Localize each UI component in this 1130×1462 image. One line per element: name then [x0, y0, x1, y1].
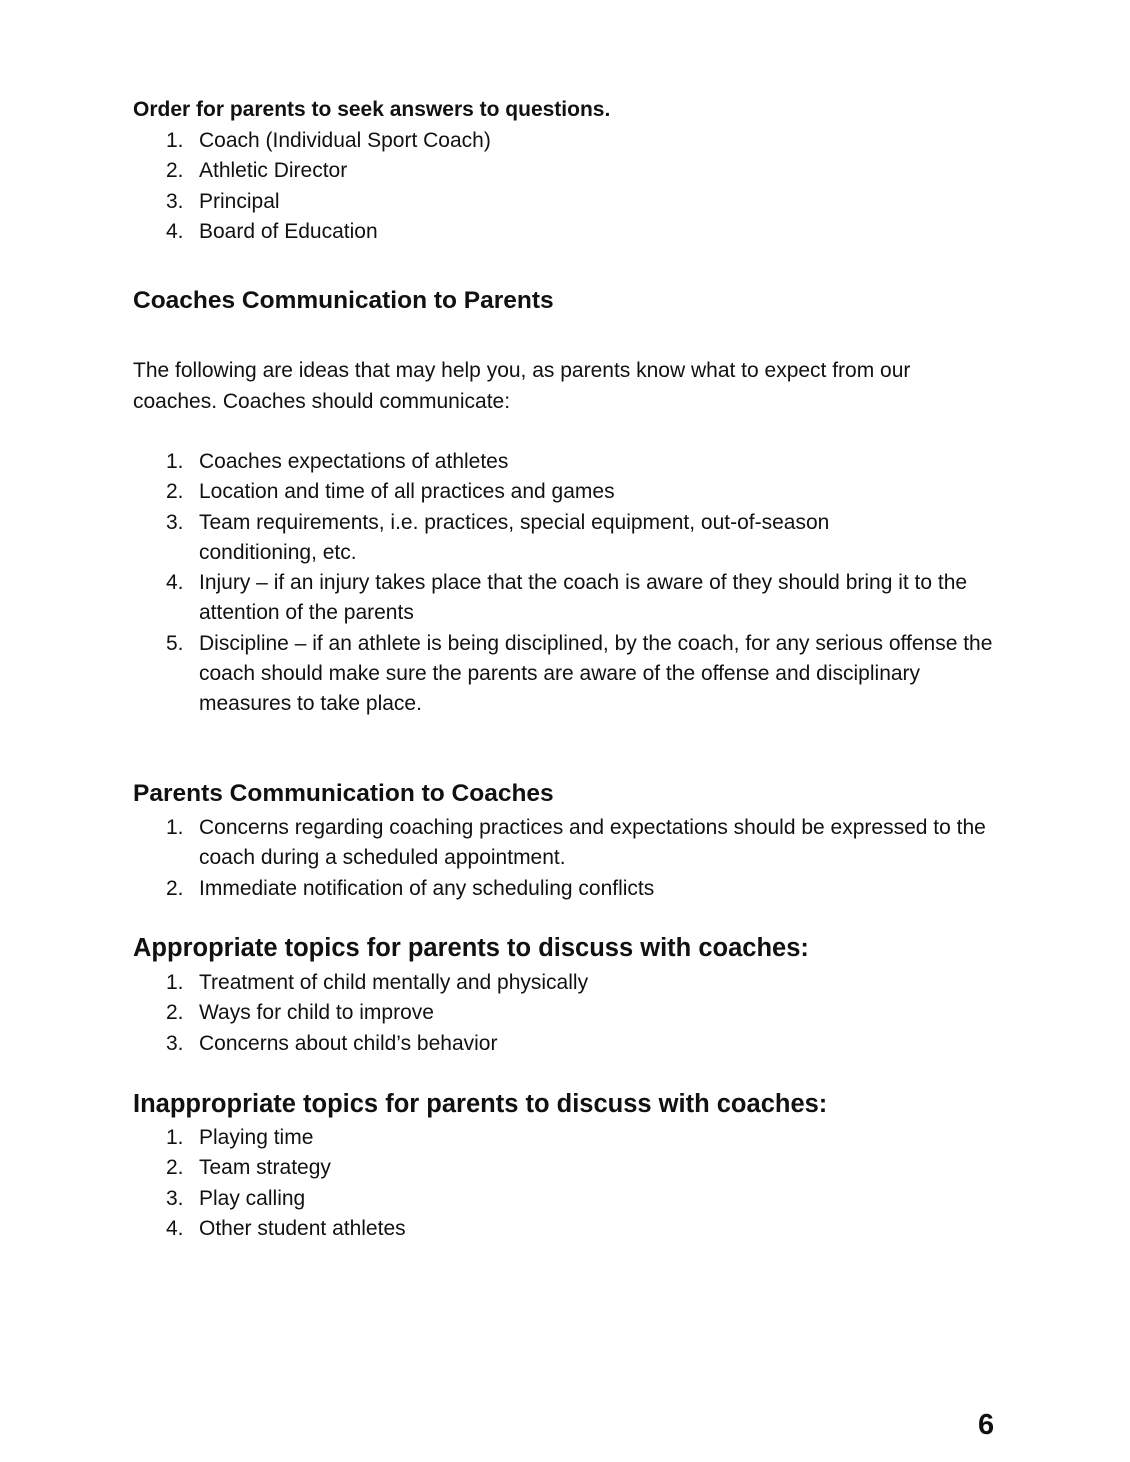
inappropriate-topics-heading: Inappropriate topics for parents to discuss with coaches:	[133, 1090, 828, 1118]
list-item: 2. Ways for child to improve	[166, 1001, 434, 1025]
order-list	[133, 126, 1013, 247]
coaches-to-parents-heading: Coaches Communication to Parents	[133, 287, 554, 314]
inappropriate-topics-list	[133, 1123, 1013, 1244]
coaches-to-parents-intro: The following are ideas that may help you, as parents know what to expect from our coaches. Coaches should communicate:	[133, 359, 911, 413]
parents-to-coaches-list	[133, 813, 1013, 904]
page-number: 6	[978, 1409, 995, 1441]
list-item: 2. Immediate notification of any scheduling conflicts	[166, 876, 655, 900]
parents-to-coaches-heading: Parents Communication to Coaches	[133, 780, 554, 807]
list-item: 3. Team requirements, i.e. practices, special equipment, out-of-season conditioning, etc.	[166, 510, 830, 564]
appropriate-topics-list	[133, 968, 1013, 1059]
appropriate-topics-heading: Appropriate topics for parents to discuss with coaches:	[133, 934, 809, 962]
list-item: 4. Injury – if an injury takes place that the coach is aware of they should bring it to the attention of the parents	[166, 571, 968, 625]
list-item: 4. Board of Education	[166, 219, 378, 243]
list-item: 1. Treatment of child mentally and physically	[166, 971, 589, 994]
list-item: 4. Other student athletes	[166, 1216, 406, 1240]
list-item: 3. Principal	[166, 189, 280, 213]
list-item: 1. Coach (Individual Sport Coach)	[166, 129, 491, 152]
list-item: 2. Location and time of all practices and games	[166, 480, 615, 504]
list-item: 1. Coaches expectations of athletes	[166, 450, 509, 473]
list-item: 2. Athletic Director	[166, 159, 348, 183]
list-item: 1. Concerns regarding coaching practices and expectations should be expressed to the coach during a scheduled appointment.	[166, 816, 986, 870]
list-item: 3. Concerns about child’s behavior	[166, 1031, 498, 1055]
coaches-to-parents-list	[133, 447, 1013, 720]
list-item: 2. Team strategy	[166, 1156, 331, 1180]
list-item: 3. Play calling	[166, 1186, 306, 1210]
list-item: 5. Discipline – if an athlete is being disciplined, by the coach, for any serious offense the coach should make sure the parents are aware of the offense and disciplinary measures to take place.	[166, 631, 993, 716]
list-item: 1. Playing time	[166, 1126, 314, 1149]
order-heading: Order for parents to seek answers to questions.	[133, 98, 611, 121]
